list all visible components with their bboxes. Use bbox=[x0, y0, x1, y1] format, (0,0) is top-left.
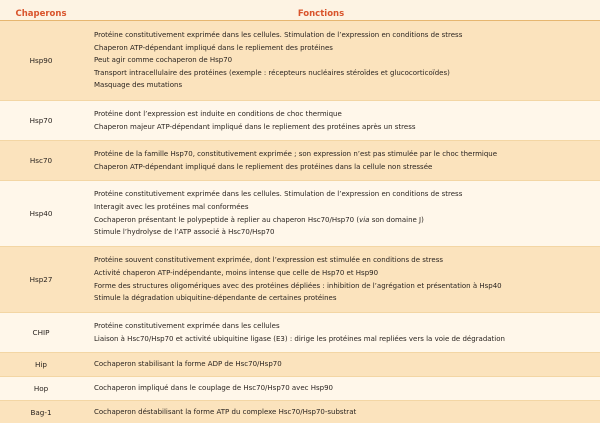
function-line: Protéine de la famille Hsp70, constitutivement exprimée ; son expression n’est pas stimulée par le choc thermique bbox=[94, 149, 498, 158]
function-list bbox=[82, 188, 600, 238]
function-list bbox=[82, 358, 600, 371]
chaperon-name: CHIP bbox=[32, 328, 50, 337]
function-list bbox=[82, 148, 600, 173]
function-line: Protéine souvent constitutivement exprimée, dont l’expression est stimulée en conditions de stress bbox=[94, 256, 444, 265]
function-line: Chaperon majeur ATP-dépendant impliqué dans le repliement des protéines après un stress bbox=[94, 122, 416, 131]
table-row bbox=[0, 21, 600, 101]
function-line: Liaison à Hsc70/Hsp70 et activité ubiquitine ligase (E3) : dirige les protéines mal repliées vers la voie de dégradation bbox=[94, 334, 505, 343]
table-row bbox=[0, 181, 600, 247]
function-list bbox=[82, 320, 600, 345]
function-list bbox=[82, 254, 600, 304]
chaperon-name: Hop bbox=[33, 384, 49, 393]
function-list bbox=[82, 406, 600, 419]
chaperon-name: Hsp70 bbox=[29, 116, 53, 125]
function-list bbox=[82, 29, 600, 92]
table-row bbox=[0, 101, 600, 141]
header-chaperons: Chaperons bbox=[15, 8, 67, 19]
function-line: Stimule la dégradation ubiquitine-dépendante de certaines protéines bbox=[94, 294, 337, 303]
table-header bbox=[0, 0, 600, 21]
function-line: Cochaperon impliqué dans le couplage de Hsc70/Hsp70 avec Hsp90 bbox=[94, 384, 333, 393]
function-line: Transport intracellulaire des protéines (exemple : récepteurs nucléaires stéroïdes et glucocorticoïdes) bbox=[94, 68, 450, 77]
header-fonctions: Fonctions bbox=[297, 8, 345, 19]
table-row bbox=[0, 377, 600, 401]
function-line: Cochaperon stabilisant la forme ADP de Hsc70/Hsp70 bbox=[94, 360, 282, 369]
function-line: Cochaperon déstabilisant la forme ATP du complexe Hsc70/Hsp70-substrat bbox=[94, 407, 357, 416]
table-row bbox=[0, 313, 600, 353]
function-line: Activité chaperon ATP-indépendante, moins intense que celle de Hsp70 et Hsp90 bbox=[94, 268, 379, 277]
table-row bbox=[0, 401, 600, 423]
table-row bbox=[0, 141, 600, 181]
function-line: Protéine dont l’expression est induite en conditions de choc thermique bbox=[94, 109, 342, 118]
chaperon-name: Hsc70 bbox=[29, 156, 53, 165]
function-line: Cochaperon présentant le polypeptide à replier au chaperon Hsc70/Hsp70 (via son domaine J) bbox=[94, 215, 424, 224]
function-line: Chaperon ATP-dépendant impliqué dans le repliement des protéines dans la cellule non stressée bbox=[94, 162, 433, 171]
table-row bbox=[0, 353, 600, 377]
table-row bbox=[0, 247, 600, 313]
function-line: Protéine constitutivement exprimée dans les cellules. Stimulation de l’expression en conditions de stress bbox=[94, 31, 463, 40]
chaperon-name: Bag-1 bbox=[30, 407, 52, 417]
function-line: Stimule l’hydrolyse de l’ATP associé à Hsc70/Hsp70 bbox=[94, 228, 275, 237]
chaperon-name: Hsp90 bbox=[29, 56, 53, 65]
function-line: Forme des structures oligomériques avec des protéines dépliées : inhibition de l’agrégation et présentation à Hsp40 bbox=[94, 281, 502, 290]
function-line: Protéine constitutivement exprimée dans les cellules bbox=[94, 321, 280, 330]
function-line: Interagit avec les protéines mal conformées bbox=[94, 202, 249, 211]
chaperon-name: Hsp40 bbox=[29, 209, 53, 218]
chaperon-name: Hsp27 bbox=[29, 275, 53, 284]
function-line: Peut agir comme cochaperon de Hsp70 bbox=[94, 56, 233, 65]
function-line: Protéine constitutivement exprimée dans les cellules. Stimulation de l’expression en conditions de stress bbox=[94, 190, 463, 199]
function-list bbox=[82, 108, 600, 133]
function-line: Masquage des mutations bbox=[94, 81, 183, 90]
function-line: Chaperon ATP-dépendant impliqué dans le repliement des protéines bbox=[94, 43, 333, 52]
chaperon-name: Hip bbox=[35, 360, 47, 369]
function-list bbox=[82, 382, 600, 395]
